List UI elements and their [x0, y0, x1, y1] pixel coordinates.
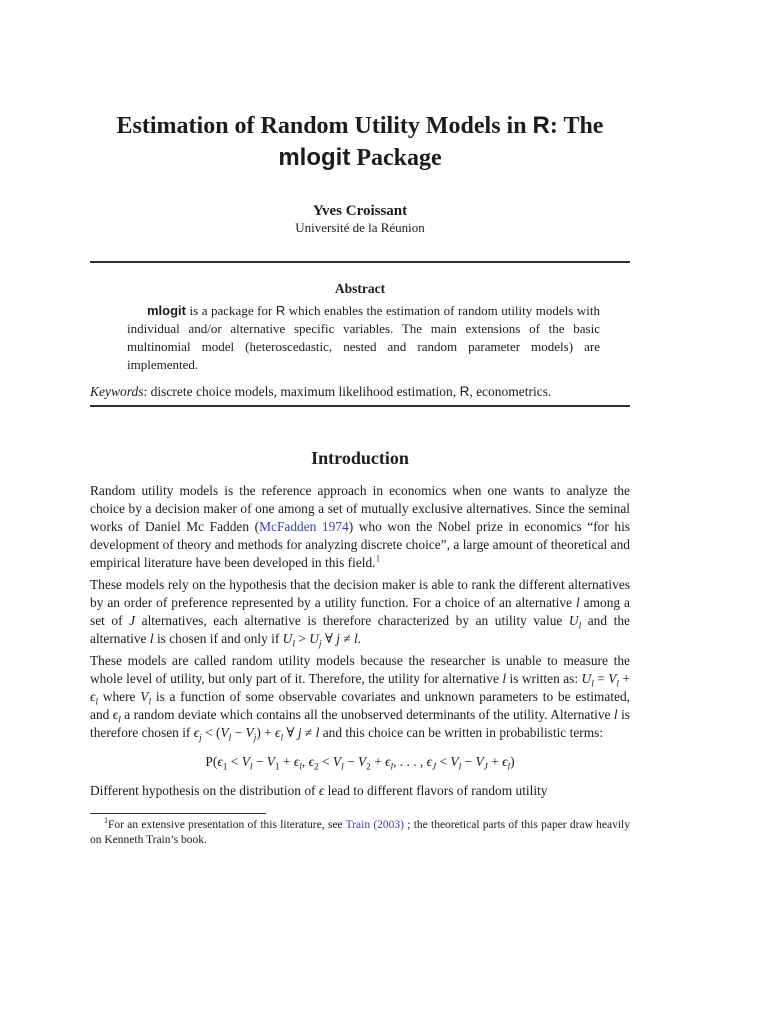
abstract-rule-top [90, 261, 630, 263]
author-name: Yves Croissant [312, 203, 408, 219]
text-column [90, 0, 630, 800]
introduction-paragraph-1: Random utility models is the reference approach in economics when one wants to analyze the choice by a decision maker of one among a set of mutually exclusive alternatives. Since the seminal works of Daniel Mc Fadden (McFadden 1974) who won the Nobel prize in economics “for his development of theory and methods for analyzing discrete choice”, a large amount of theoretical and empirical literature have been developed in this field.$^1$ [90, 483, 630, 570]
abstract-rule-bottom [90, 405, 630, 407]
introduction-paragraph-4: Different hypothesis on the distribution of ϵ lead to different flavors of random utility [90, 783, 548, 798]
citation-train-2003-link[interactable]: Train (2003) [345, 819, 404, 831]
abstract-heading: Abstract [334, 281, 386, 296]
keywords-line: Keywords: discrete choice models, maximum likelihood estimation, R, econometrics. [90, 384, 552, 399]
r-language-name: R [532, 112, 550, 139]
introduction-paragraph-2: These models rely on the hypothesis that the decision maker is able to rank the different alternatives by an order of preference represented by a utility function. For a choice of an alternative l among a set of J alternatives, each alternative is therefore characterized by an utility value $U_l$ and the alternative l is chosen if and only if $U_l > U_j$ ∀ j ≠ l. [90, 577, 630, 650]
introduction-paragraph-3: These models are called random utility models because the researcher is unable to measure the whole level of utility, but only part of it. Therefore, the utility for alternative l is written as: $U_l = V_l + \epsilon_l$ where $V_l$ is a function of some observable covariates and unknown parameters to be estimated, and $\epsilon_l$ a random deviate which contains all the unobserved determinants of the utility. Alternative l is therefore chosen if $\epsilon_j < (V_l - V_j) + \epsilon_l$ ∀ j ≠ l and this choice can be written in probabilistic terms: [90, 653, 631, 744]
footnote-rule [90, 813, 266, 814]
footnote-area [90, 813, 630, 847]
footnote-1-text: $^1$For an extensive presentation of this literature, see Train (2003) ; the theoretical parts of this paper draw heavily on Kenneth Train’s book. [90, 816, 630, 846]
title-line-2: mlogit Package [278, 144, 442, 171]
display-equation-choice-probability: $P(\epsilon_1 < V_l - V_1 + \epsilon_l$, $\epsilon_2 < V_l - V_2 + \epsilon_l$, . . . , $\epsilon_J < V_l - V_J + \epsilon_l$) [205, 754, 515, 773]
author-affiliation: Université de la Réunion [295, 220, 425, 235]
title-line-1: Estimation of Random Utility Models in R: The [116, 112, 604, 139]
section-heading-introduction: Introduction [311, 448, 409, 468]
footnote-1-marker-link[interactable]: 1 [375, 554, 381, 565]
mlogit-package-name: mlogit [278, 144, 351, 171]
abstract-text: mlogit is a package for R which enables the estimation of random utility models with individual and/or alternative specific variables. The main extensions of the basic multinomial model (heteroscedastic, nested and random parameter models) are implemented. [127, 303, 600, 372]
citation-mcfadden-1974-link[interactable]: McFadden 1974 [259, 519, 349, 534]
page-title [90, 110, 630, 174]
